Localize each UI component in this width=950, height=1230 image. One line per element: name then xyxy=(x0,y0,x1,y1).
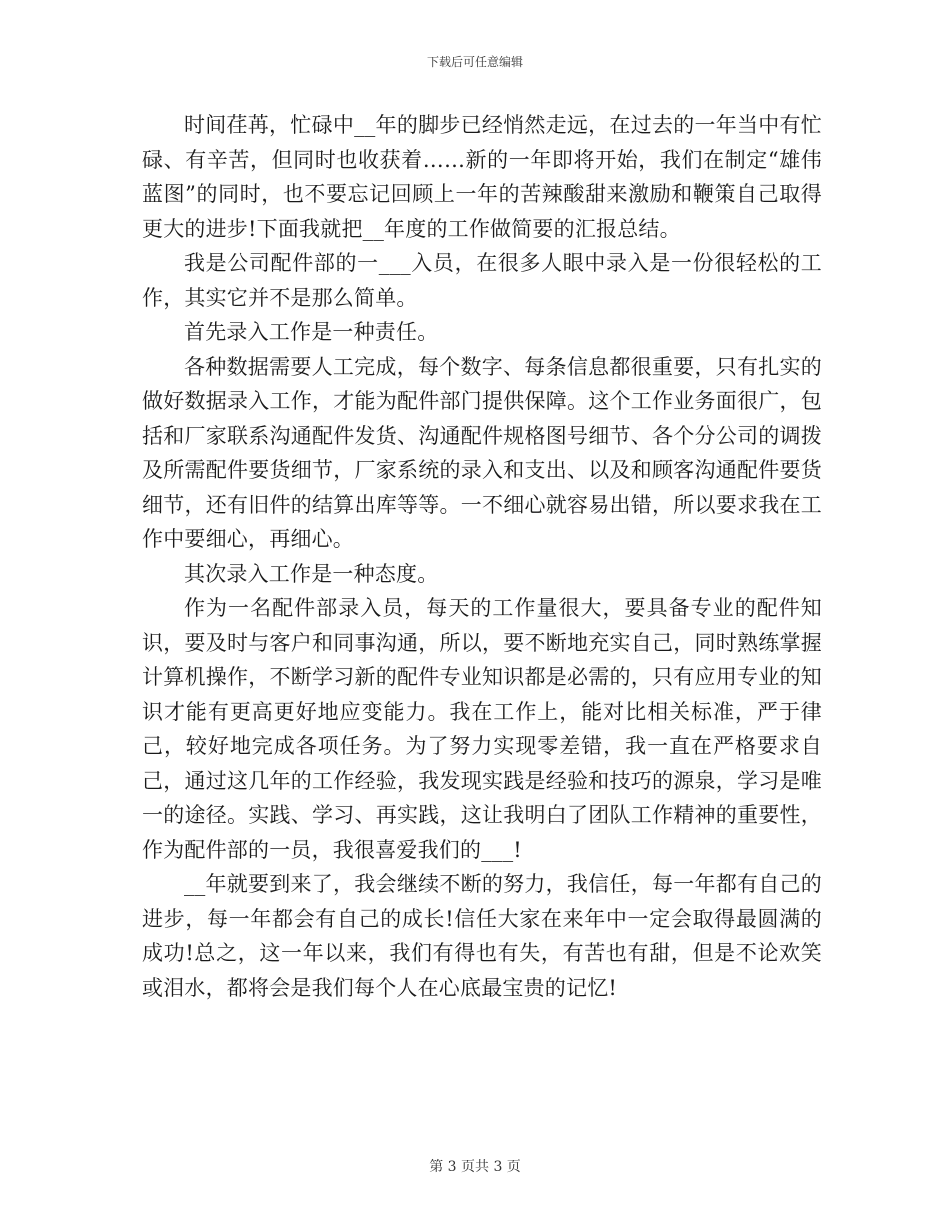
paragraph-role: 我是公司配件部的一___入员，在很多人眼中录入是一份很轻松的工作，其实它并不是那么简单。 xyxy=(142,251,822,310)
paragraph-conclusion: __年就要到来了，我会继续不断的努力，我信任，每一年都有自己的进步，每一年都会有自己的成长!信任大家在来年中一定会取得最圆满的成功!总之，这一年以来，我们有得也有失，有苦也有甜，但是不论欢笑或泪水，都将会是我们每个人在心底最宝贵的记忆! xyxy=(142,872,822,1000)
paragraph-responsibility: 各种数据需要人工完成，每个数字、每条信息都很重要，只有扎实的做好数据录入工作，才能为配件部门提供保障。这个工作业务面很广，包括和厂家联系沟通配件发货、沟通配件规格图号细节、各个分公司的调拨及所需配件要货细节，厂家系统的录入和支出、以及和顾客沟通配件要货细节，还有旧件的结算出库等等。一不细心就容易出错，所以要求我在工作中要细心，再细心。 xyxy=(142,354,822,551)
page-footer: 第 3 页共 3 页 xyxy=(429,1159,521,1175)
paragraph-heading-responsibility: 首先录入工作是一种责任。 xyxy=(184,320,439,344)
paragraph-attitude: 作为一名配件部录入员，每天的工作量很大，要具备专业的配件知识，要及时与客户和同事沟通，所以，要不断地充实自己，同时熟练掌握计算机操作，不断学习新的配件专业知识都是必需的，只有应用专业的知识才能有更高更好地应变能力。我在工作上，能对比相关标准，严于律己，较好地完成各项任务。为了努力实现零差错，我一直在严格要求自己，通过这几年的工作经验，我发现实践是经验和技巧的源泉，学习是唯一的途径。实践、学习、再实践，这让我明白了团队工作精神的重要性，作为配件部的一员，我很喜爱我们的___! xyxy=(142,596,822,862)
paragraph-heading-attitude: 其次录入工作是一种态度。 xyxy=(184,561,439,586)
paragraph-intro: 时间荏苒，忙碌中__年的脚步已经悄然走远，在过去的一年当中有忙碌、有辛苦，但同时也收获着……新的一年即将开始，我们在制定“雄伟蓝图”的同时，也不要忘记回顾上一年的苦辣酸甜来激励和鞭策自己取得更大的进步!下面我就把__年度的工作做简要的汇报总结。 xyxy=(142,113,822,241)
page-header: 下载后可任意编辑 xyxy=(426,55,523,69)
document-body xyxy=(142,108,822,1005)
